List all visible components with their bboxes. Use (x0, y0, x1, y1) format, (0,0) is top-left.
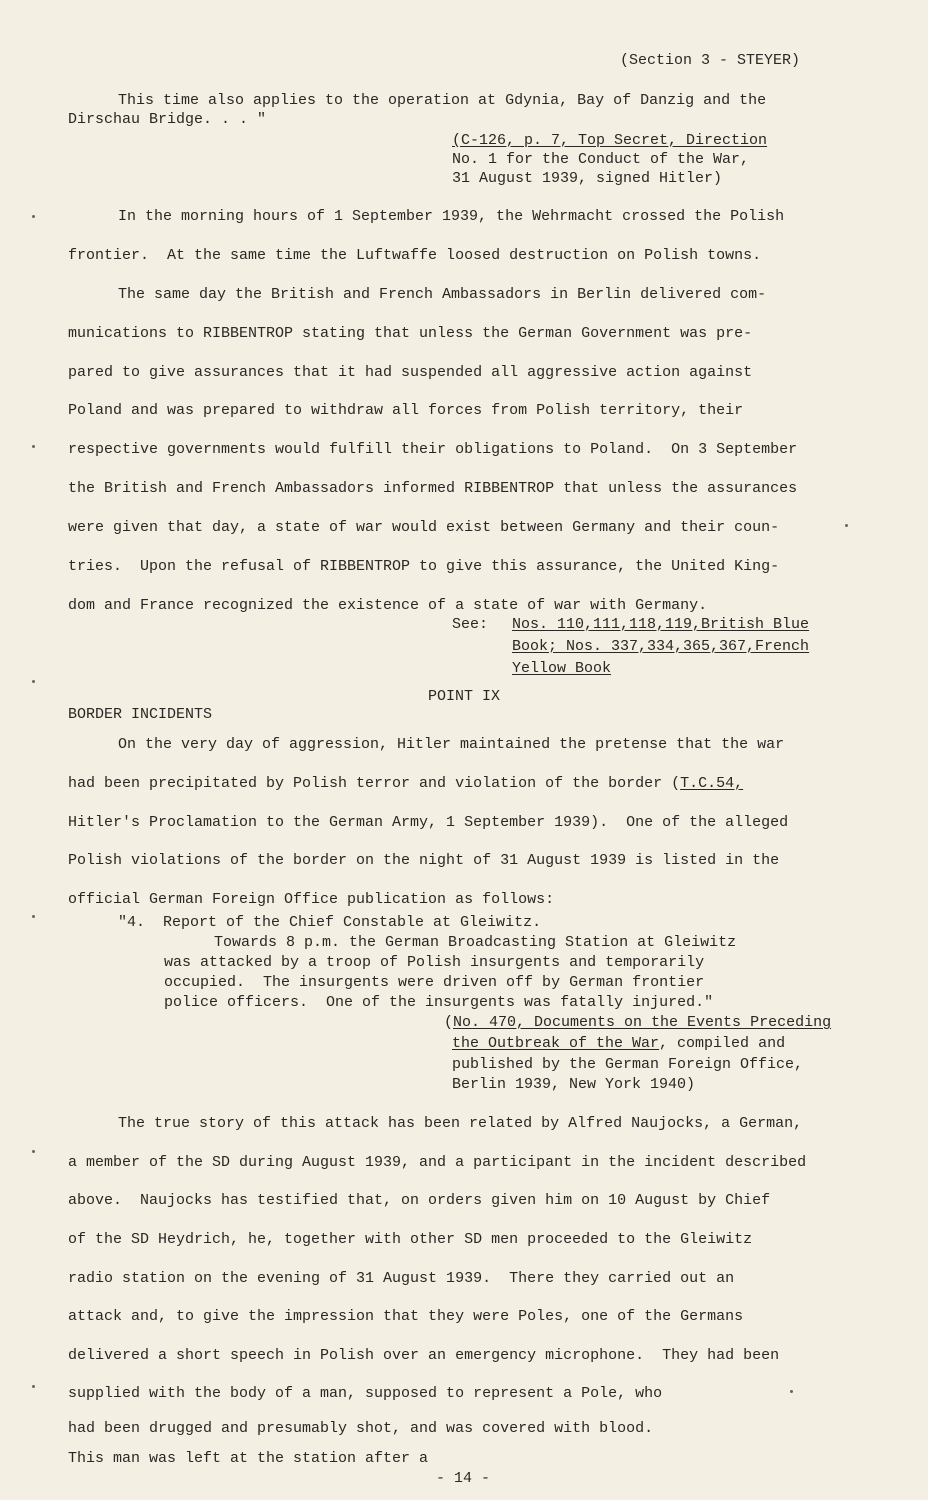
para3-text: had been precipitated by Polish terror and violation of the border ( (68, 775, 681, 792)
see-ref-line: Nos. 110,111,118,119,British Blue (512, 616, 810, 633)
para1-line: In the morning hours of 1 September 1939, the Wehrmacht crossed the Polish (118, 208, 785, 225)
quote-line: occupied. The insurgents were driven off by German frontier (164, 974, 705, 991)
quote-line: Towards 8 p.m. the German Broadcasting Station at Gleiwitz (214, 934, 737, 951)
para2-line: pared to give assurances that it had suspended all aggressive action against (68, 364, 753, 381)
margin-mark (32, 680, 35, 683)
para4-line: above. Naujocks has testified that, on orders given him on 10 August by Chief (68, 1192, 771, 1209)
para2-line: Poland and was prepared to withdraw all forces from Polish territory, their (68, 402, 744, 419)
citation1-code: (C-126, p. 7, Top Secret, Direction (452, 132, 768, 149)
para2-line: were given that day, a state of war would exist between Germany and their coun- (68, 519, 780, 536)
see-ref-line: Yellow Book (512, 660, 612, 677)
para2-line: munications to RIBBENTROP stating that unless the German Government was pre- (68, 325, 753, 342)
page-number: - 14 - (436, 1470, 491, 1487)
margin-mark (32, 915, 35, 918)
para2-line: the British and French Ambassadors informed RIBBENTROP that unless the assurances (68, 480, 798, 497)
margin-mark (32, 215, 35, 218)
para3-line: Polish violations of the border on the night of 31 August 1939 is listed in the (68, 852, 780, 869)
block1-line: Dirschau Bridge. . . " (68, 111, 267, 128)
para1-line: frontier. At the same time the Luftwaffe loosed destruction on Polish towns. (68, 247, 762, 264)
citation2-paren: ( (444, 1014, 454, 1031)
citation2-line (444, 1014, 831, 1032)
para4-line: radio station on the evening of 31 August 1939. There they carried out an (68, 1270, 735, 1287)
para4-line: had been drugged and presumably shot, and was covered with blood. (68, 1420, 654, 1437)
citation2-line: Berlin 1939, New York 1940) (452, 1076, 696, 1093)
citation1-line (452, 132, 767, 150)
quote-line: police officers. One of the insurgents was fatally injured." (164, 994, 714, 1011)
para2-line: dom and France recognized the existence of a state of war with Germany. (68, 597, 708, 614)
para4-line: of the SD Heydrich, he, together with other SD men proceeded to the Gleiwitz (68, 1231, 753, 1248)
margin-mark (790, 1390, 793, 1393)
citation2-line (452, 1035, 785, 1053)
section-heading: BORDER INCIDENTS (68, 706, 213, 723)
para3-line: Hitler's Proclamation to the German Army, 1 September 1939). One of the alleged (68, 814, 789, 831)
para3-line: On the very day of aggression, Hitler maintained the pretense that the war (118, 736, 785, 753)
citation2-title: No. 470, Documents on the Events Preceding (453, 1014, 832, 1031)
quote-line: "4. Report of the Chief Constable at Gleiwitz. (118, 914, 542, 931)
margin-mark (32, 445, 35, 448)
para4-line: delivered a short speech in Polish over an emergency microphone. They had been (68, 1347, 780, 1364)
para2-line: respective governments would fulfill their obligations to Poland. On 3 September (68, 441, 798, 458)
citation2-title: the Outbreak of the War (452, 1035, 660, 1052)
para3-line: official German Foreign Office publication as follows: (68, 891, 555, 908)
citation2-line: published by the German Foreign Office, (452, 1056, 804, 1073)
para4-line: a member of the SD during August 1939, and a participant in the incident described (68, 1154, 807, 1171)
para2-line: tries. Upon the refusal of RIBBENTROP to give this assurance, the United King- (68, 558, 780, 575)
para4-line: attack and, to give the impression that they were Poles, one of the Germans (68, 1308, 744, 1325)
see-ref-line: Book; Nos. 337,334,365,367,French (512, 638, 810, 655)
para4-line: supplied with the body of a man, supposed to represent a Pole, who (68, 1385, 663, 1402)
para2-line: The same day the British and French Ambassadors in Berlin delivered com- (118, 286, 767, 303)
see-label: See: (452, 616, 489, 633)
para3-line (68, 775, 743, 793)
quote-line: was attacked by a troop of Polish insurgents and temporarily (164, 954, 705, 971)
para4-line: The true story of this attack has been related by Alfred Naujocks, a German, (118, 1115, 803, 1132)
citation1-line: No. 1 for the Conduct of the War, (452, 151, 750, 168)
citation1-line: 31 August 1939, signed Hitler) (452, 170, 723, 187)
block1-line: This time also applies to the operation at Gdynia, Bay of Danzig and the (118, 92, 767, 109)
point-heading: POINT IX (428, 688, 501, 705)
document-reference: T.C.54, (680, 775, 744, 792)
section-reference: (Section 3 - STEYER) (620, 52, 801, 69)
margin-mark (845, 524, 848, 527)
margin-mark (32, 1150, 35, 1153)
margin-mark (32, 1385, 35, 1388)
citation2-text: , compiled and (659, 1035, 786, 1052)
para4-line: This man was left at the station after a (68, 1450, 429, 1467)
